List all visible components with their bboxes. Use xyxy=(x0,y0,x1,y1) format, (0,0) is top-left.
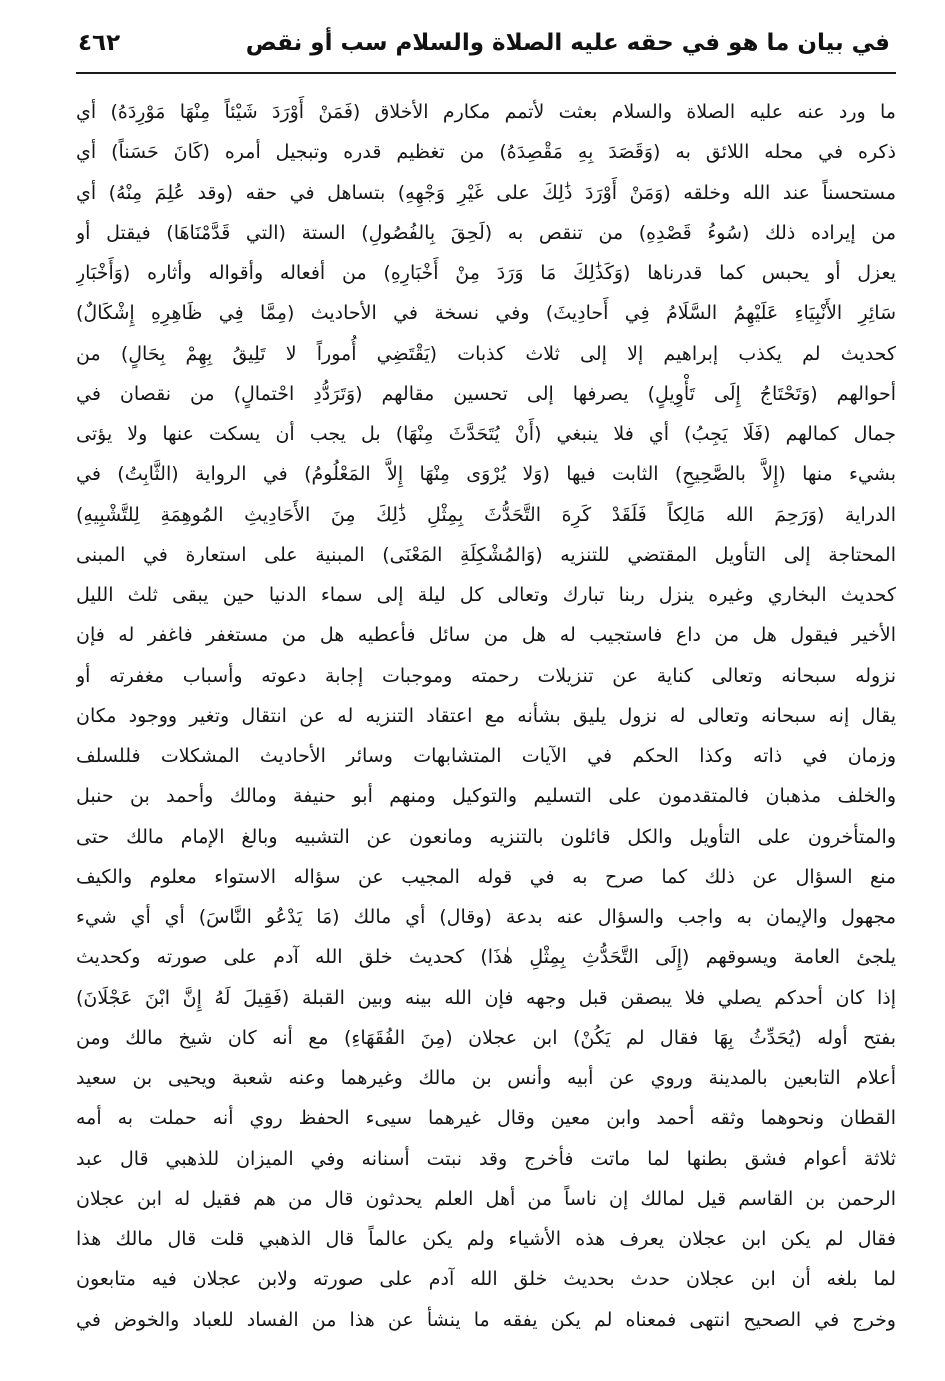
page-number: ٤٦٢ xyxy=(78,30,121,56)
page-header xyxy=(74,22,896,72)
text-line xyxy=(76,1340,896,1380)
text-line: الدراية (وَرَحِمَ الله مَالِكاً فَلَقَدْ كَرِهَ التَّحَدُّثَ بِمِثْلِ ذَٰلِكَ مِنَ الأَحَادِيثِ المُوهِمَةِ لِلتَّشْبِيهِ) xyxy=(76,503,896,526)
text-line: منع السؤال عن ذلك كما صرح به في قوله المجيب عن سؤاله الاستواء معلوم والكيف xyxy=(76,865,896,888)
text-line: ثلاثة أعوام فشق بطنها لما ماتت فأخرج وقد نبتت أسنانه وفي الميزان للذهبي قال عبد xyxy=(76,1147,896,1170)
text-line: جمال كمالهم (فَلَا يَجِبُ) أي فلا ينبغي (أَنْ يُتَحَدَّثَ مِنْهَا) بل يجب أن يسكت عنها ولا يؤتى xyxy=(76,423,896,445)
text-line: إذا كان أحدكم يصلي فلا يبصقن قبل وجهه فإن الله بينه وبين القبلة (فَقِيلَ لَهُ إِنَّ ابْنَ عَجْلَانَ) xyxy=(76,986,896,1009)
text-line: يقال إنه سبحانه وتعالى له نزول يليق بشأنه مع اعتقاد التنزيه له عن انتقال وتغير ووجود مكان xyxy=(76,704,896,727)
text-line: وخرج في الصحيح انتهى فمعناه لم يكن يفقه ما ينشأ عن هذا من الفساد للعباد والخوض في xyxy=(76,1308,896,1331)
text-line: والخلف مذهبان فالمتقدمون على التسليم والتوكيل ومنهم أبو حنيفة ومالك وأحمد بن حنبل xyxy=(76,785,896,808)
text-line: سَائِرِ الأَنْبِيَاءِ عَلَيْهِمُ السَّلَامُ فِي أَحادِيثَ) وفي نسخة في الأحاديث (مِمَّا فِي ظَاهِرِهِ إِشْكَالٌ) xyxy=(76,302,896,325)
text-line: يلجئ العامة ويسوقهم (إِلَى التَّحَدُّثِ بِمِثْلِ هٰذَا) كحديث خلق الله آدم على صورته وكحديث xyxy=(76,946,896,969)
header-rule xyxy=(76,72,896,74)
text-line: كحديث لم يكذب إبراهيم إلا إلى ثلاث كذبات (يَقْتَضِي أُموراً لا تَلِيقُ بِهِمْ بِحَالٍ) من xyxy=(76,342,896,365)
text-line: نزوله سبحانه وتعالى كناية عن تنزيلات رحمته وموجبات إجابة دعوته وأسباب مغفرته أو xyxy=(76,664,896,687)
text-line: المحتاجة إلى التأويل المقتضي للتنزيه (وَالمُشْكِلَةِ المَعْنَى) المبنية على استعارة في المبنى xyxy=(76,543,896,566)
text-line: فقال لم يكن ابن عجلان يعرف هذه الأشياء ولم يكن عالماً قال الذهبي قلت قال مالك هذا xyxy=(76,1228,896,1250)
text-line: كحديث البخاري وغيره ينزل ربنا تبارك وتعالى كل ليلة إلى سماء الدنيا حين يبقى ثلث الليل xyxy=(76,584,896,606)
running-title: في بيان ما هو في حقه عليه الصلاة والسلام سب أو نقص xyxy=(245,30,890,56)
text-line: مجهول والإيمان به واجب والسؤال عنه بدعة (وقال) أي مالك (مَا يَدْعُو النَّاسَ) أي أي شيء xyxy=(76,906,896,928)
text-line: ما ورد عنه عليه الصلاة والسلام بعثت لأتمم مكارم الأخلاق (فَمَنْ أَوْرَدَ شَيْئاً مِنْهَا مَوْرِدَهُ) أي xyxy=(76,101,896,123)
text-line: يعزل أو يحبس كما قدرناها (وَكَذَٰلِكَ مَا وَرَدَ مِنْ أَخْبَارِهِ) من أفعاله وأقواله وأثاره (وَأَخْبَارِ xyxy=(76,262,896,284)
text-line: القطان ونحوهما وثقه أحمد وابن معين وقال غيرهما سيىء الحفظ روي أنه حملت به أمه xyxy=(76,1107,896,1130)
text-line: ذكره في محله اللائق به (وَقَصَدَ بِهِ مَقْصِدَهُ) من تغظيم قدره وتبجيل أمره (كَانَ حَسَناً) أي xyxy=(76,141,896,164)
text-line: الرحمن بن القاسم قيل لمالك إن ناساً من أهل العلم يحدثون قال من هم فقيل له ابن عجلان xyxy=(76,1187,896,1210)
text-line: بشيء منها (إِلاَّ بالصَّحِيحِ) الثابت فيها (وَلا يُرْوَى مِنْهَا إِلاَّ المَعْلُومُ) في الرواية (الثَّابِتُ) في xyxy=(76,463,896,486)
text-line: مستحسناً عند الله وخلقه (وَمَنْ أَوْرَدَ ذَٰلِكَ على غَيْرِ وَجْهِهِ) بتساهل في حقه (وقد عُلِمَ مِنْهُ) أي xyxy=(76,181,896,204)
text-line: أعلام التابعين بالمدينة وروي عن أبيه وأنس بن مالك وغيرهما وعنه شعبة ويحيى بن سعيد xyxy=(76,1067,896,1089)
text-line: والمتأخرون على التأويل والكل قائلون بالتنزيه ومانعون عن التشبيه وبالغ الإمام مالك حتى xyxy=(76,825,896,848)
text-line: بفتح أوله (يُحَدِّثُ بِهَا فقال لم يَكُنْ) ابن عجلان (مِنَ الفُقَهَاءِ) مع أنه كان شيخ مالك ومن xyxy=(76,1026,896,1049)
text-line: وزمان في ذاته وكذا الحكم في الآيات المتشابهات وسائر الأحاديث المشكلات فللسلف xyxy=(76,745,896,767)
body-text xyxy=(76,92,896,1380)
text-line: لما بلغه أن ابن عجلان حدث بحديث خلق الله آدم على صورته ولابن عجلان فيه متابعون xyxy=(76,1268,896,1291)
text-line: الأخير فيقول هل من داع فاستجيب له هل من سائل فأعطيه هل من مستغفر فاغفر له فإن xyxy=(76,624,896,647)
text-line: من إيراده ذلك (سُوءُ قَصْدِهِ) من تنقص به (لَحِقَ بِالفُصُولِ) الستة (التي قَدَّمْنَاهَا) فيقتل أو xyxy=(76,221,896,244)
text-line: أحوالهم (وَتَحْتَاجُ إِلَى تَأْوِيلٍ) يصرفها إلى تحسين مقالهم (وَتَرَدُّدِ احْتمالٍ) من نقصان في xyxy=(76,382,896,405)
